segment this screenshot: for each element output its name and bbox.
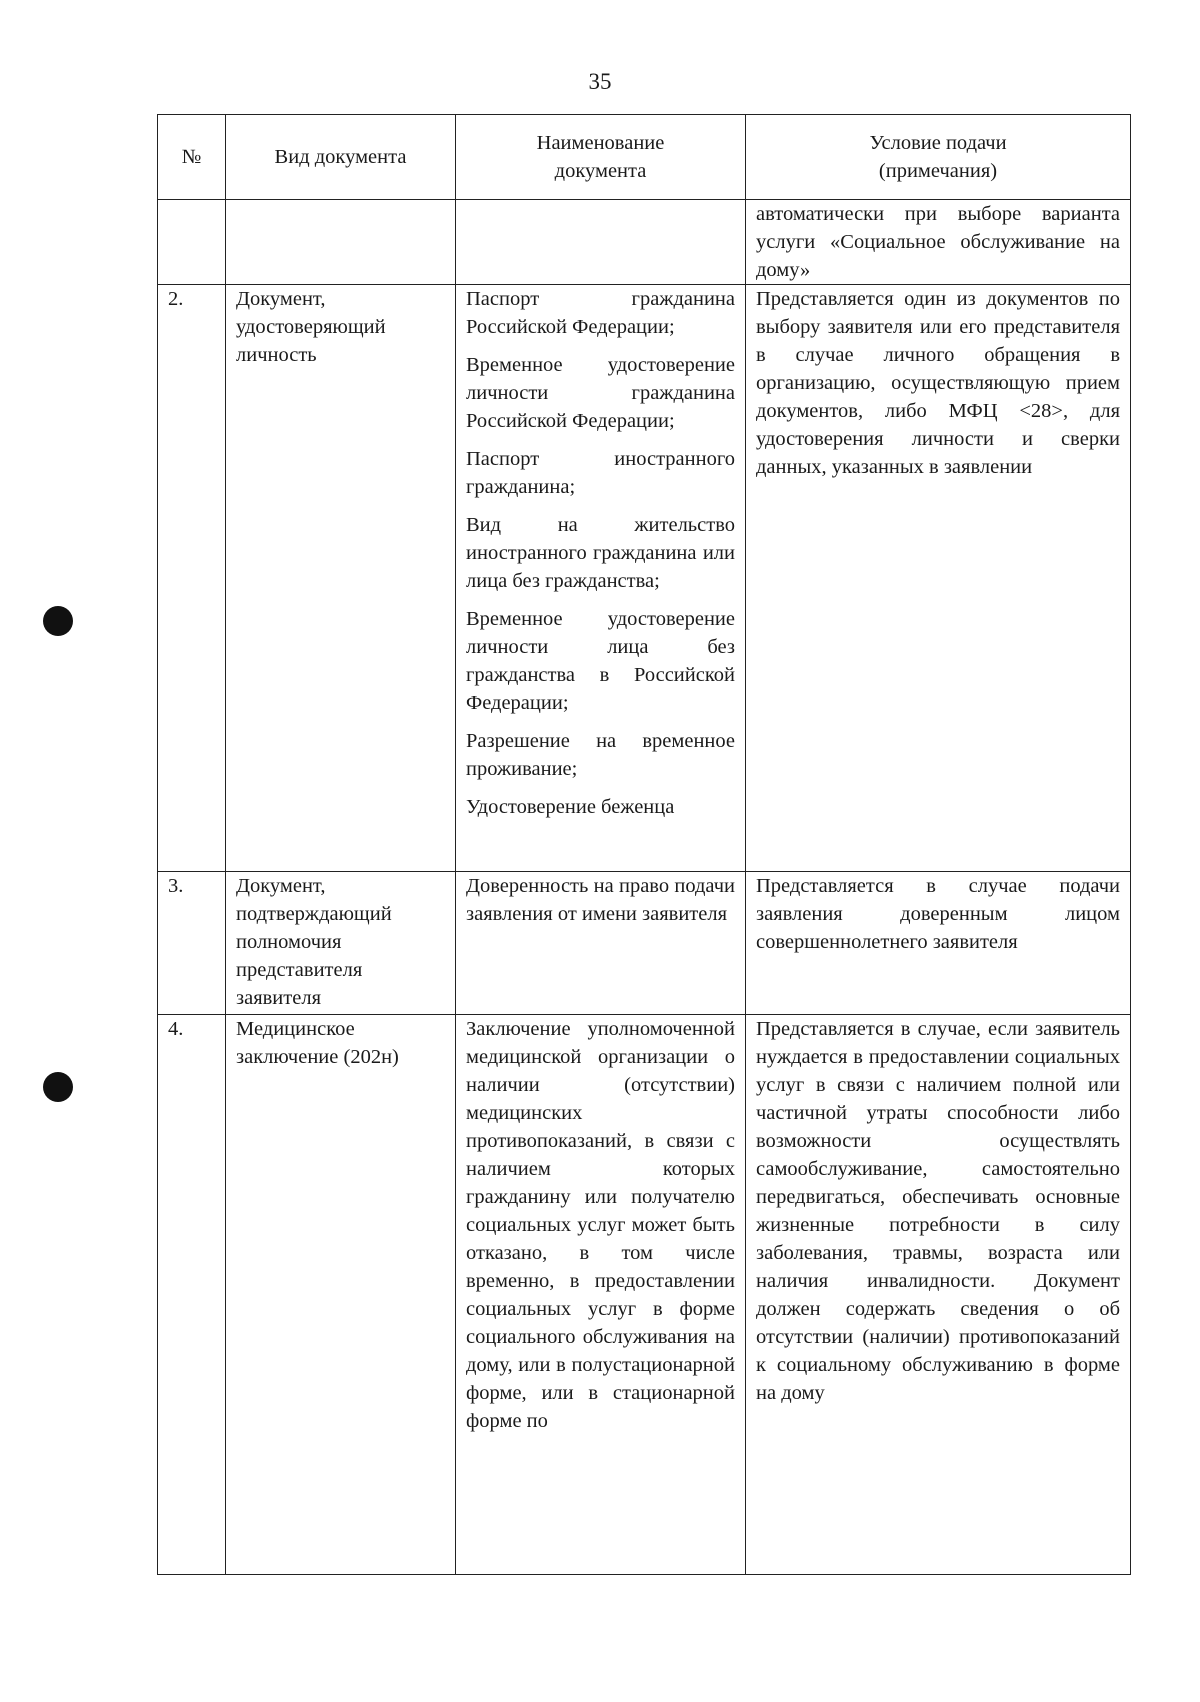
table-header-row [158,115,1131,200]
document-type: Документ, удостоверяющий личность [226,285,456,872]
document-names [456,1015,746,1575]
table-row [158,1015,1131,1575]
document-name: Удостоверение беженца [466,796,675,818]
table-row [158,200,1131,285]
document-name: Временное удостоверение личности лица без гражданства в Российской Федерации; [466,608,735,714]
submission-condition: Представляется в случае, если заявитель нуждается в предоставлении социальных услуг в связи с наличием полной или частичной утраты способности либо возможности осуществлять самообслуживание, самостоятельно передвигаться, обеспечивать основные жизненные потребности в силу заболевания, травмы, возраста или наличия инвалидности. Документ должен содержать сведения о об отсутствии (наличии) противопоказаний к социальному обслуживанию в форме на дому [746,1015,1131,1575]
table-row [158,285,1131,872]
row-number [158,200,226,285]
punch-hole-mark [43,1072,73,1102]
submission-condition: Представляется в случае подачи заявления доверенным лицом совершеннолетнего заявителя [746,872,1131,1015]
document-names [456,872,746,1015]
table-row [158,872,1131,1015]
header-document-name-line1: Наименование [536,132,665,154]
document-name: Паспорт гражданина Российской Федерации; [466,288,735,338]
table-body [158,200,1131,1575]
documents-table [157,114,1131,1575]
row-number: 2. [158,285,226,872]
document-name: Паспорт иностранного гражданина; [466,448,735,498]
row-number: 4. [158,1015,226,1575]
document-type: Медицинское заключение (202н) [226,1015,456,1575]
document-name: Доверенность на право подачи заявления от имени заявителя [466,875,735,925]
document-type [226,200,456,285]
header-condition [746,115,1131,200]
header-condition-line2: (примечания) [878,160,998,182]
document-name: Разрешение на временное проживание; [466,730,735,780]
punch-hole-mark [43,606,73,636]
submission-condition: автоматически при выборе варианта услуги «Социальное обслуживание на дому» [746,200,1131,285]
submission-condition: Представляется один из документов по выбору заявителя или его представителя в случае личного обращения в организацию, осуществляющую прием документов, либо МФЦ <28>, для удостоверения личности и сверки данных, указанных в заявлении [746,285,1131,872]
row-number: 3. [158,872,226,1015]
document-names [456,200,746,285]
header-document-name-line2: документа [554,160,647,182]
document-name: Заключение уполномоченной медицинской организации о наличии (отсутствии) медицинских противопоказаний, в связи с наличием которых гражданину или получателю социальных услуг может быть отказано, в том числе временно, в предоставлении социальных услуг в форме социального обслуживания на дому, или в полустационарной форме, или в стационарной форме по [466,1018,735,1432]
document-names [456,285,746,872]
header-condition-line1: Условие подачи [869,132,1007,154]
header-document-type: Вид документа [226,115,456,200]
header-number: № [158,115,226,200]
document-type: Документ, подтверждающий полномочия представителя заявителя [226,872,456,1015]
header-document-name [456,115,746,200]
document-name: Временное удостоверение личности гражданина Российской Федерации; [466,354,735,432]
page-number: 35 [588,69,612,94]
document-name: Вид на жительство иностранного гражданина или лица без гражданства; [466,514,735,592]
